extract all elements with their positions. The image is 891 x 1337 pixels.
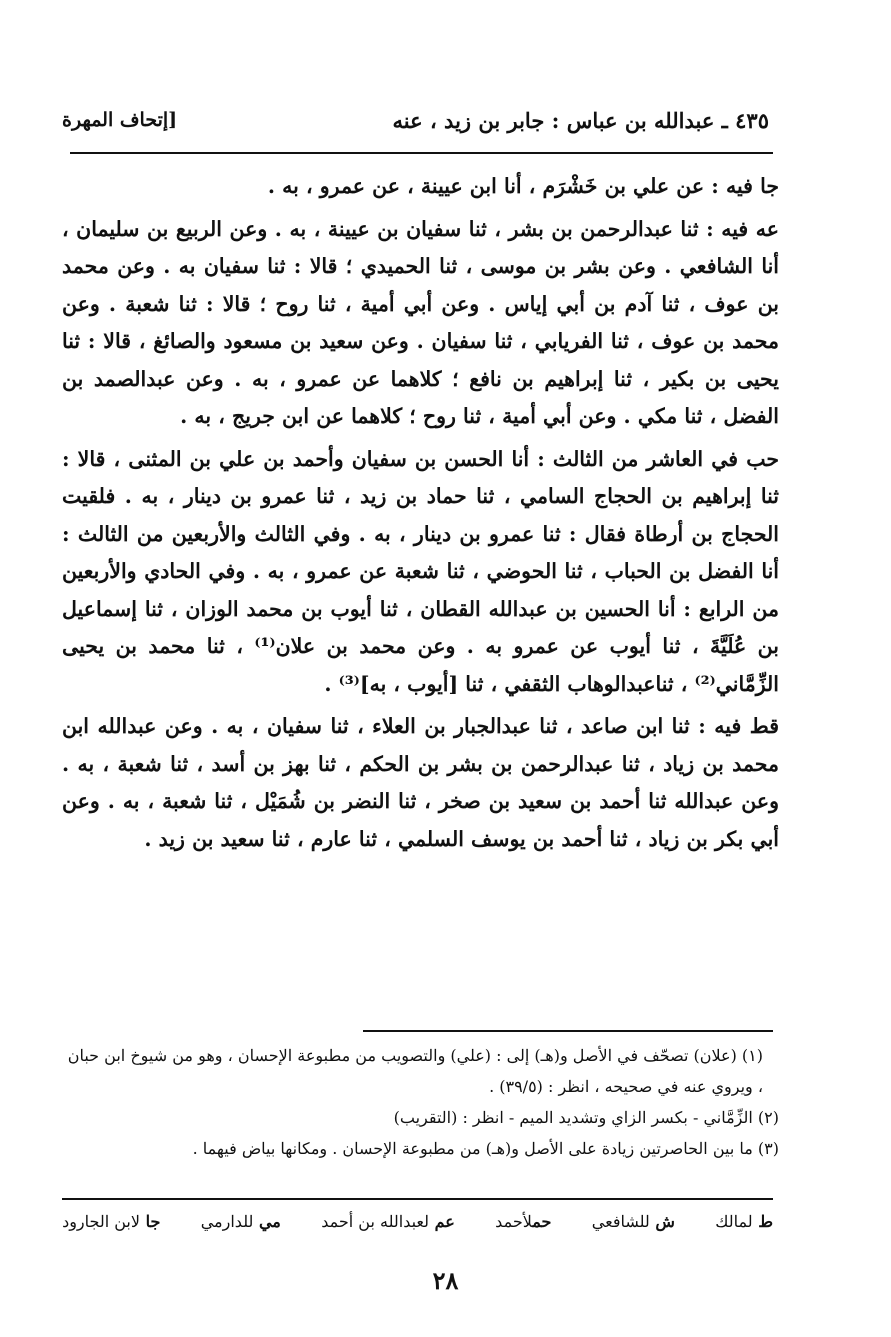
footnote-1: (١) (علان) تصحّف في الأصل و(هـ) إلى : (علي) والتصويب من مطبوعة الإحسان ، وهو من شيوخ ابن حبان ، ويروي عنه في صحيحه ، انظر : (٣٩/٥) . [67,1046,763,1096]
legend-abbr: مي [258,1212,281,1231]
footnote-2: (٢) الزِّمَّاني - بكسر الزاي وتشديد الميم - انظر : (التقريب) [393,1108,779,1127]
footnotes [62,1040,779,1164]
paragraph-ja: جا فيه : عن علي بن خَشْرَم ، أنا ابن عيينة ، عن عمرو ، به . [267,174,779,198]
legend-item [62,1212,160,1231]
paragraph-qt: قط فيه : ثنا ابن صاعد ، ثنا عبدالجبار بن العلاء ، ثنا سفيان ، به . وعن عبدالله ابن محمد بن زياد ، ثنا عبدالرحمن بن بشر بن الحكم ، ثنا بهز بن أسد ، ثنا شعبة ، به . وعن عبدالله ثنا أحمد بن سعيد بن صخر ، ثنا النضر بن شُمَيْل ، ثنا شعبة ، به . وعن أبي بكر بن زياد ، ثنا أحمد بن يوسف السلمي ، ثنا عارم ، ثنا سعيد بن زيد . [62,714,779,851]
main-text [62,168,779,858]
legend-item [715,1212,773,1231]
legend-name: للدارمي [200,1212,254,1231]
legend-abbr: حم [532,1212,552,1231]
legend-abbr: عم [434,1212,455,1231]
legend-name: لعبدالله بن أحمد [321,1212,430,1231]
legend-rule [62,1198,773,1200]
legend-name: لابن الجارود [62,1212,141,1231]
footnote-rule [363,1030,773,1032]
paragraph-ah: عه فيه : ثنا عبدالرحمن بن بشر ، ثنا سفيان بن عيينة ، به . وعن الربيع بن سليمان ، أنا الشافعي . وعن بشر بن موسى ، ثنا الحميدي ؛ قالا : ثنا سفيان به . وعن محمد بن عوف ، ثنا آدم بن أبي إياس . وعن أبي أمية ، ثنا روح ؛ قالا : ثنا شعبة . وعن محمد بن عوف ، ثنا الفريابي ، ثنا سفيان . وعن سعيد بن مسعود والصائغ ، قالا : ثنا يحيى بن بكير ، ثنا إبراهيم بن نافع ؛ كلاهما عن عمرو ، به . وعن عبدالصمد بن الفضل ، ثنا مكي . وعن أبي أمية ، ثنا روح ؛ كلاهما عن ابن جريج ، به . [62,216,779,428]
legend-item [321,1212,455,1231]
page-header [62,100,769,140]
abbreviation-legend [62,1212,773,1231]
page-number: ٢٨ [432,1266,459,1295]
footnote-3: (٣) ما بين الحاصرتين زيادة على الأصل و(هـ) من مطبوعة الإحسان . ومكانها بياض فيهما . [192,1139,779,1158]
legend-item [201,1212,281,1231]
legend-item [592,1212,675,1231]
legend-item [495,1212,551,1231]
legend-name: لأحمد [495,1212,533,1231]
header-rule [70,152,773,154]
book-title: [إتحاف المهرة [62,109,178,131]
paragraph-hb: حب في العاشر من الثالث : أنا الحسن بن سفيان وأحمد بن علي بن المثنى ، قالا : ثنا إبراهيم بن الحجاج السامي ، ثنا حماد بن زيد ، ثنا عمرو بن دينار ، به . فلقيت الحجاج بن أرطاة فقال : ثنا عمرو بن دينار ، به . وفي الثالث والأربعين من الثالث : أنا الفضل بن الحباب ، ثنا الحوضي ، ثنا شعبة عن عمرو ، به . وفي الحادي والأربعين من الرابع : أنا الحسين بن عبدالله القطان ، ثنا أيوب بن محمد الوزان ، ثنا إسماعيل بن عُلَيَّةَ ، ثنا أيوب عن عمرو به . وعن محمد بن علان⁽¹⁾ ، ثنا محمد بن يحيى الزِّمَّاني⁽²⁾ ، ثناعبدالوهاب الثقفي ، ثنا [أيوب ، به]⁽³⁾ . [62,446,779,696]
section-title: ٤٣٥ ـ عبدالله بن عباس : جابر بن زيد ، عنه [392,107,769,133]
legend-name: لمالك [715,1212,753,1231]
legend-name: للشافعي [591,1212,650,1231]
legend-abbr: ط [758,1212,773,1231]
legend-abbr: جا [145,1212,161,1231]
legend-abbr: ش [655,1212,675,1231]
